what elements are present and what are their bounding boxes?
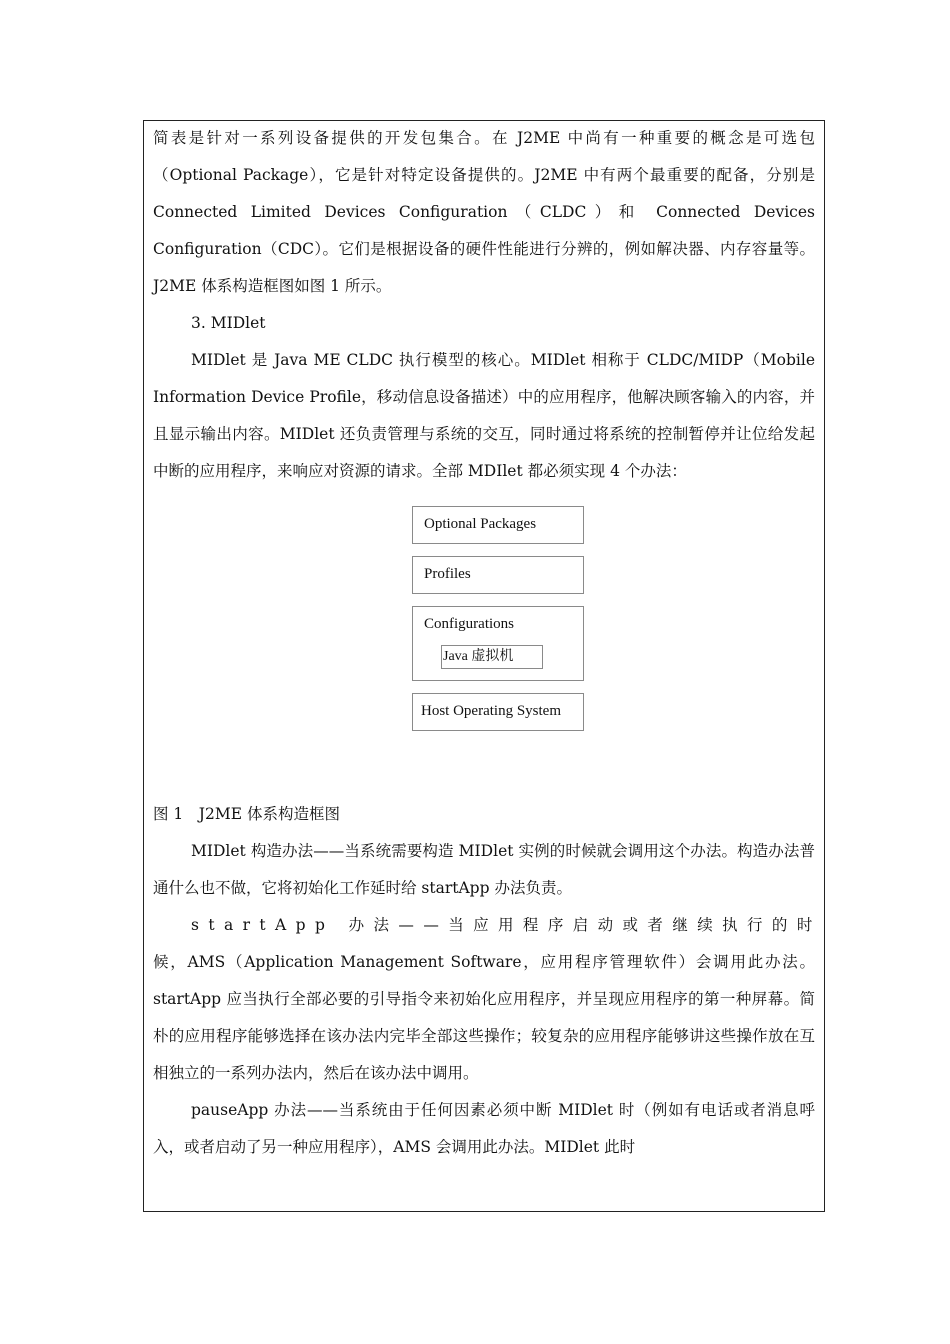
diagram-box-profiles <box>412 556 584 594</box>
diagram-box-label: Configurations <box>424 616 514 632</box>
document-body <box>153 120 822 1166</box>
paragraph-startapp <box>153 907 822 1092</box>
paragraph-pauseapp: pauseApp 办法——当系统由于任何因素必须中断 MIDlet 时（例如有电话或者消息呼入，或者启动了另一种应用程序），AMS 会调用此办法。MIDlet 此时 <box>153 1101 815 1156</box>
j2me-architecture-diagram <box>153 496 815 796</box>
section-heading-midlet: 3. MIDlet <box>191 314 266 332</box>
diagram-box-host-os <box>412 693 584 731</box>
paragraph-profiles-configurations: 简表是针对一系列设备提供的开发包集合。在 J2ME 中尚有一种重要的概念是可选包（Optional Package），它是针对特定设备提供的。J2ME 中有两个最重要的配备，分别是 Connected Limited Devices Configuration（CLDC）和 Connected Devices Configuration（CDC）。它们是根据设备的硬件性能进行分辨的，例如解决器、内存容量等。J2ME 体系构造框图如图 1 所示。 <box>153 129 815 295</box>
paragraph-startapp-rest: 候，AMS（Application Management Software，应用程序管理软件）会调用此办法。startApp 应当执行全部必要的引导指令来初始化应用程序，并呈现应用程序的第一种屏幕。简朴的应用程序能够选择在该办法内完毕全部这些操作；较复杂的应用程序能够讲这些操作放在互相独立的一系列办法内，然后在该办法中调用。 <box>153 953 815 1082</box>
diagram-box-java-vm: Java 虚拟机 <box>441 645 543 669</box>
diagram-box-label: Host Operating System <box>421 703 561 719</box>
paragraph-startapp-first-line: startApp 办法——当应用程序启动或者继续执行的时 <box>191 916 822 934</box>
paragraph-midlet-core: MIDlet 是 Java ME CLDC 执行模型的核心。MIDlet 相称于 CLDC/MIDP（Mobile Information Device Profile，移动信息设备描述）中的应用程序，他解决顾客输入的内容，并且显示输出内容。MIDlet 还负责管理与系统的交互，同时通过将系统的控制暂停并让位给发起中断的应用程序，来响应对资源的请求。全部 MDIlet 都必须实现 4 个办法： <box>153 351 815 480</box>
diagram-box-configurations <box>412 606 584 681</box>
diagram-box-optional-packages <box>412 506 584 544</box>
diagram-box-label: Profiles <box>424 566 471 582</box>
paragraph-constructor: MIDlet 构造办法——当系统需要构造 MIDlet 实例的时候就会调用这个办法。构造办法普通什么也不做，它将初始化工作延时给 startApp 办法负责。 <box>153 842 815 897</box>
figure-caption: 图 1 J2ME 体系构造框图 <box>153 805 340 823</box>
diagram-box-label: Optional Packages <box>424 516 537 532</box>
page-frame-bottom-rule <box>143 1211 825 1212</box>
